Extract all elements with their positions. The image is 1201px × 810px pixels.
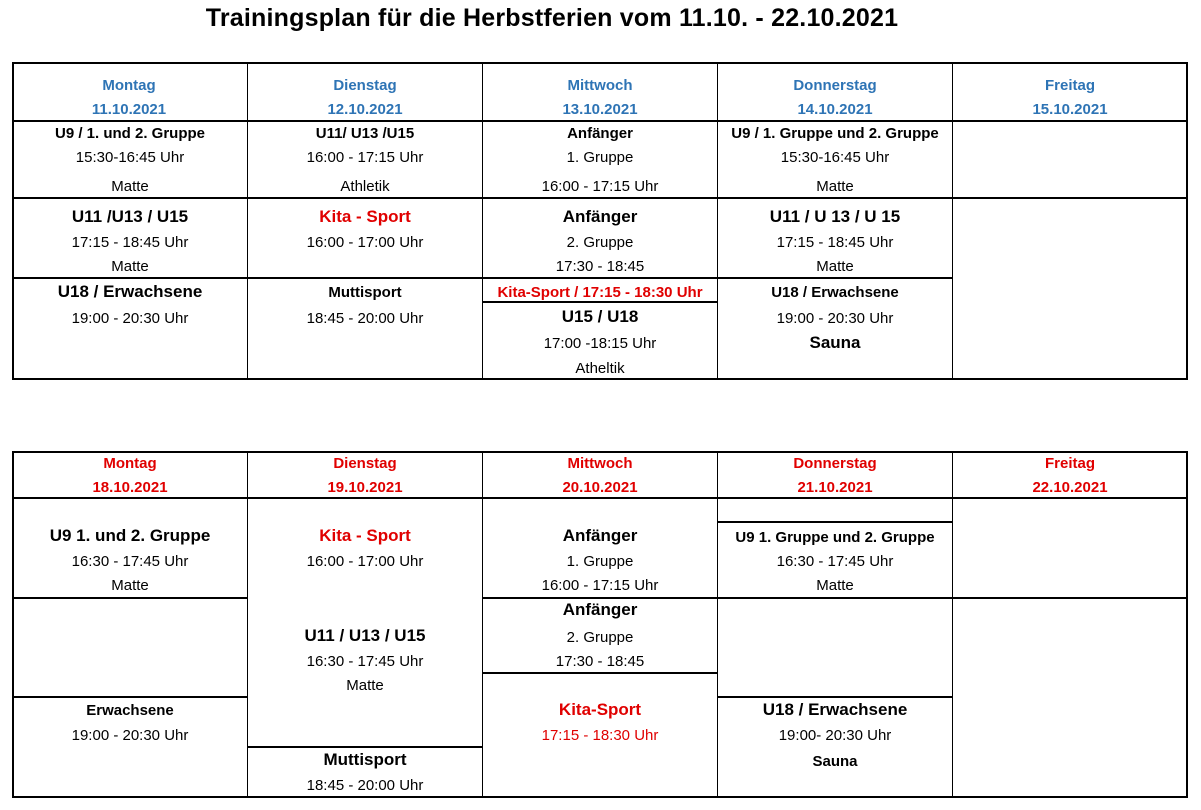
row-divider <box>12 277 952 279</box>
group-label: U11/ U13 /U15 <box>315 125 415 142</box>
day-date: 13.10.2021 <box>562 101 638 118</box>
sub-label: 1. Gruppe <box>566 553 634 570</box>
group-label: U9 1. Gruppe und 2. Gruppe <box>735 529 935 546</box>
place-label: Matte <box>816 577 854 594</box>
column-divider <box>247 62 248 380</box>
time-label: 16:00 - 17:00 Uhr <box>306 234 424 251</box>
column-divider <box>482 451 483 798</box>
time-label: 16:00 - 17:15 Uhr <box>541 178 659 195</box>
group-label: Kita-Sport / 17:15 - 18:30 Uhr <box>497 284 703 301</box>
group-label: U11 /U13 / U15 <box>71 207 189 226</box>
day-date: 18.10.2021 <box>92 479 168 496</box>
week2-table <box>12 451 1188 798</box>
group-label: Anfänger <box>562 207 638 226</box>
row-divider <box>247 746 482 748</box>
day-name: Donnerstag <box>793 455 877 472</box>
row-divider <box>482 672 717 674</box>
group-label: U9 / 1. Gruppe und 2. Gruppe <box>731 125 939 142</box>
row-divider <box>12 120 1188 122</box>
group-label: U18 / Erwachsene <box>771 284 899 301</box>
group-label: Kita - Sport <box>319 207 411 226</box>
day-date: 21.10.2021 <box>797 479 873 496</box>
row-divider <box>12 197 1188 199</box>
column-divider <box>952 62 953 380</box>
time-label: 15:30-16:45 Uhr <box>780 149 890 166</box>
place-label: Matte <box>816 258 854 275</box>
day-name: Freitag <box>1044 77 1096 94</box>
column-divider <box>717 62 718 380</box>
time-label: 15:30-16:45 Uhr <box>75 149 185 166</box>
time-label: 17:15 - 18:45 Uhr <box>776 234 894 251</box>
day-date: 14.10.2021 <box>797 101 873 118</box>
time-label: 18:45 - 20:00 Uhr <box>306 777 424 794</box>
day-date: 15.10.2021 <box>1032 101 1108 118</box>
time-label: 17:30 - 18:45 <box>555 653 645 670</box>
time-label: 19:00 - 20:30 Uhr <box>71 727 189 744</box>
place-label: Atheltik <box>575 360 625 377</box>
group-label: U18 / Erwachsene <box>57 282 203 301</box>
time-label: 16:30 - 17:45 Uhr <box>306 653 424 670</box>
day-date: 22.10.2021 <box>1032 479 1108 496</box>
day-name: Freitag <box>1044 455 1096 472</box>
time-label: 17:15 - 18:45 Uhr <box>71 234 189 251</box>
group-label: U9 1. und 2. Gruppe <box>49 526 211 545</box>
row-divider <box>12 597 247 599</box>
time-label: 19:00 - 20:30 Uhr <box>776 310 894 327</box>
time-label: 16:00 - 17:15 Uhr <box>306 149 424 166</box>
group-label: Anfänger <box>567 125 633 142</box>
time-label: 19:00 - 20:30 Uhr <box>71 310 189 327</box>
column-divider <box>952 451 953 798</box>
place-label: Athletik <box>340 178 390 195</box>
group-label: Erwachsene <box>86 702 174 719</box>
group-label: Kita-Sport <box>558 700 642 719</box>
day-name: Donnerstag <box>793 77 877 94</box>
day-date: 12.10.2021 <box>327 101 403 118</box>
day-name: Mittwoch <box>567 77 633 94</box>
column-divider <box>482 62 483 380</box>
group-label: U9 / 1. und 2. Gruppe <box>54 125 206 142</box>
time-label: 16:30 - 17:45 Uhr <box>776 553 894 570</box>
day-date: 11.10.2021 <box>91 101 167 118</box>
day-date: 19.10.2021 <box>327 479 403 496</box>
sub-label: 2. Gruppe <box>566 234 634 251</box>
day-name: Montag <box>103 455 157 472</box>
place-label: Matte <box>111 178 149 195</box>
group-label: Muttisport <box>328 284 402 301</box>
place-label: Sauna <box>809 333 861 352</box>
page-title: Trainingsplan für die Herbstferien vom 11.10. - 22.10.2021 <box>205 4 899 32</box>
row-divider <box>482 597 1188 599</box>
group-label: U11 / U 13 / U 15 <box>769 207 901 226</box>
day-date: 20.10.2021 <box>562 479 638 496</box>
group-label: Anfänger <box>562 526 638 545</box>
place-label: Matte <box>346 677 384 694</box>
time-label: 18:45 - 20:00 Uhr <box>306 310 424 327</box>
day-name: Dienstag <box>333 455 397 472</box>
row-divider <box>12 696 247 698</box>
row-divider <box>717 521 952 523</box>
row-divider <box>12 497 1188 499</box>
sub-label: 1. Gruppe <box>566 149 634 166</box>
group-label: U15 / U18 <box>561 307 639 326</box>
time-label: 16:30 - 17:45 Uhr <box>71 553 189 570</box>
day-name: Montag <box>102 77 156 94</box>
time-label: 19:00- 20:30 Uhr <box>778 727 892 744</box>
time-label: 16:00 - 17:00 Uhr <box>306 553 424 570</box>
time-label: 17:15 - 18:30 Uhr <box>541 727 659 744</box>
group-label: Kita - Sport <box>319 526 411 545</box>
place-label: Matte <box>111 258 149 275</box>
time-label: 17:30 - 18:45 <box>555 258 645 275</box>
group-label: U18 / Erwachsene <box>762 700 908 719</box>
time-label: 17:00 -18:15 Uhr <box>543 335 657 352</box>
group-label: U11 / U13 / U15 <box>304 626 426 645</box>
group-label: Muttisport <box>323 750 407 769</box>
day-name: Dienstag <box>333 77 397 94</box>
day-name: Mittwoch <box>567 455 633 472</box>
time-label: 16:00 - 17:15 Uhr <box>541 577 659 594</box>
place-label: Matte <box>111 577 149 594</box>
place-label: Matte <box>816 178 854 195</box>
group-label: Anfänger <box>562 600 638 619</box>
row-divider <box>717 696 952 698</box>
sub-label: 2. Gruppe <box>566 629 634 646</box>
place-label: Sauna <box>812 753 858 770</box>
column-divider <box>717 451 718 798</box>
